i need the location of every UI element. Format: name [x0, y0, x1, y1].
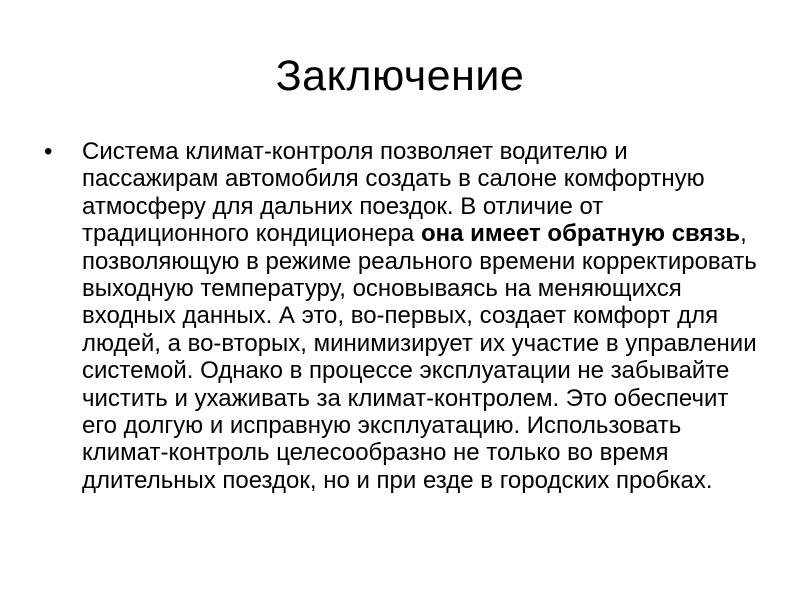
paragraph-text-bold: она имеет обратную связь: [420, 220, 741, 248]
bullet-list: [44, 138, 764, 494]
bullet-icon: •: [44, 138, 53, 165]
list-item: [44, 138, 764, 494]
paragraph-text-end: , позволяющую в режиме реального времени корректировать выходную температуру, основываясь на меняющихся входных данных. А это, во-первых, создает комфорт для людей, а во-вторых, минимизирует их участие в управлении системой. Однако в процессе эксплуатации не забывайте чистить и ухаживать за климат-контролем. Это обеспечит его долгую и исправную эксплуатацию. Использовать климат-контроль целесообразно не только во время длительных поездок, но и при езде в городских пробках.: [82, 220, 757, 494]
paragraph-text: [82, 138, 757, 494]
paragraph-text-start: Система климат-контроля позволяет водителю и пассажирам автомобиля создать в салоне комфортную атмосферу для дальних поездок. В отличие от традиционного кондиционера: [82, 138, 705, 248]
slide-title: Заключение: [275, 52, 525, 100]
